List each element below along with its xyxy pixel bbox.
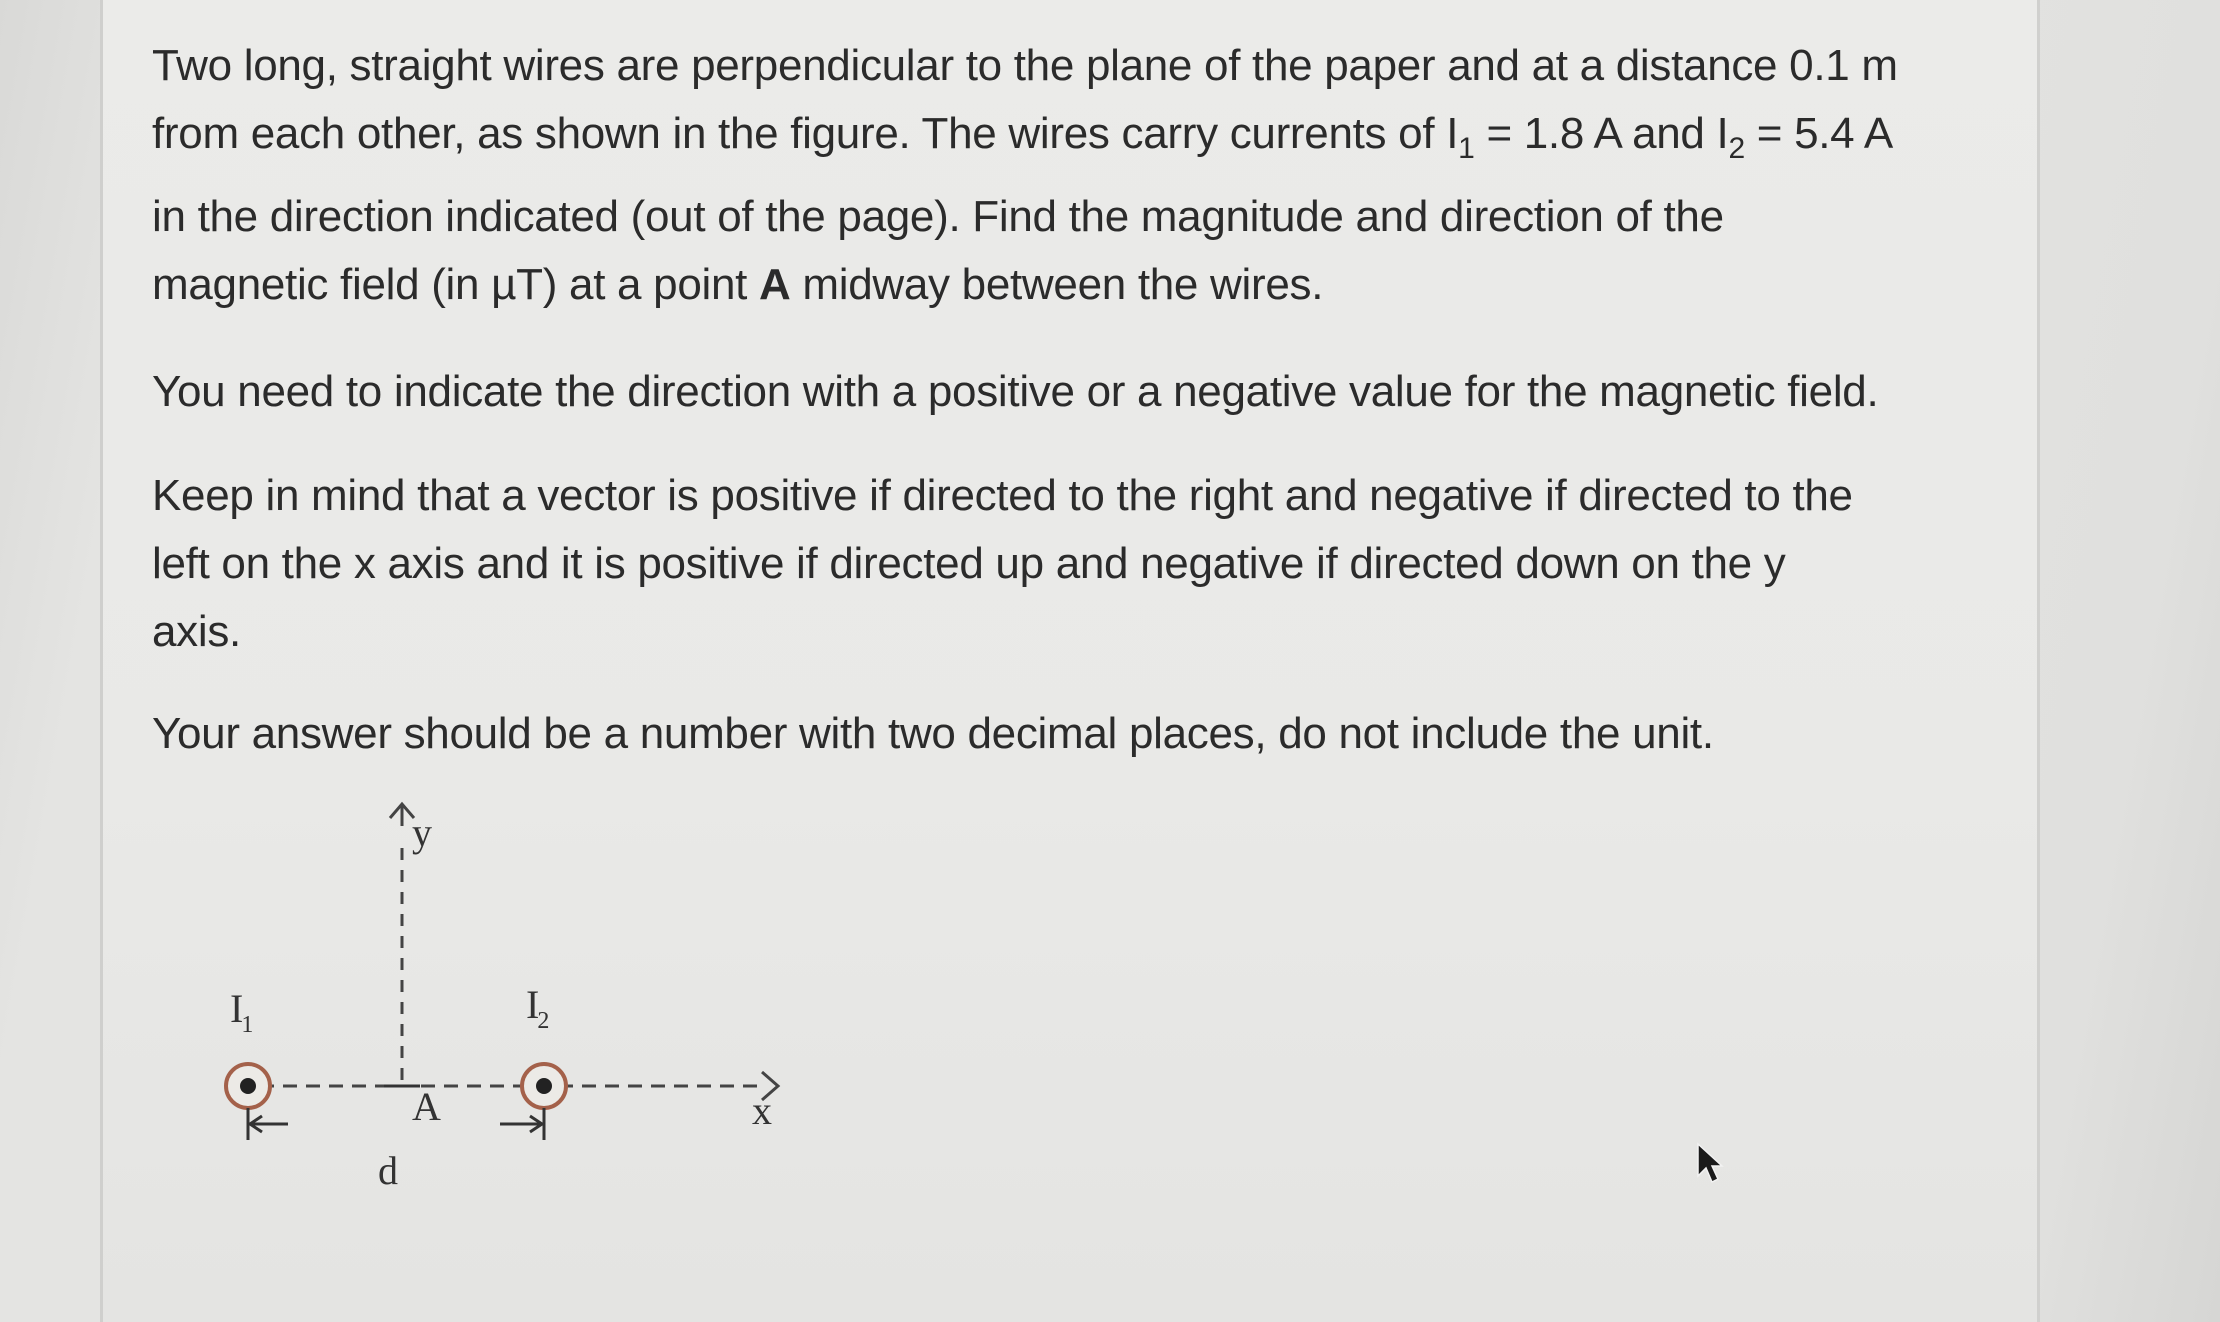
wires-diagram — [200, 790, 820, 1210]
point-a-label: A — [412, 1084, 441, 1129]
subscript-2: 2 — [1728, 132, 1745, 165]
y-axis-label: y — [412, 810, 432, 855]
sign-convention — [152, 462, 2032, 666]
sign-line-1: Keep in mind that a vector is positive if directed to the right and negative if directed to the — [152, 471, 1853, 520]
answer-format-note: Your answer should be a number with two decimal places, do not include the unit. — [152, 709, 1714, 758]
problem-line-2: from each other, as shown in the figure. The wires carry currents of $I_1 = 1.8$ A and $I_2 = 5.4$ A — [152, 109, 1893, 165]
problem-statement — [152, 32, 2032, 319]
wires-figure — [200, 790, 820, 1210]
wire-2-label: I2 — [526, 982, 550, 1034]
sign-line-3: axis. — [152, 607, 241, 656]
problem-line-4: magnetic field (in µT) at a point A midway between the wires. — [152, 260, 1324, 309]
problem-line-1: Two long, straight wires are perpendicular to the plane of the paper and at a distance 0.1 m — [152, 41, 1898, 90]
x-axis-label: x — [752, 1088, 772, 1133]
mouse-cursor-icon — [1694, 1142, 1724, 1186]
problem-line-3: in the direction indicated (out of the page). Find the magnitude and direction of the — [152, 192, 1724, 241]
direction-instruction: You need to indicate the direction with a positive or a negative value for the magnetic field. — [152, 367, 1879, 416]
subscript-1: 1 — [1458, 132, 1475, 165]
point-a-bold: A — [758, 260, 791, 309]
wire-1-dot-icon — [240, 1078, 256, 1094]
sign-line-2: left on the x axis and it is positive if directed up and negative if directed down on the y — [152, 539, 1786, 588]
distance-d-label: d — [378, 1148, 398, 1193]
wire-1-label: I1 — [230, 986, 254, 1038]
wire-2-dot-icon — [536, 1078, 552, 1094]
